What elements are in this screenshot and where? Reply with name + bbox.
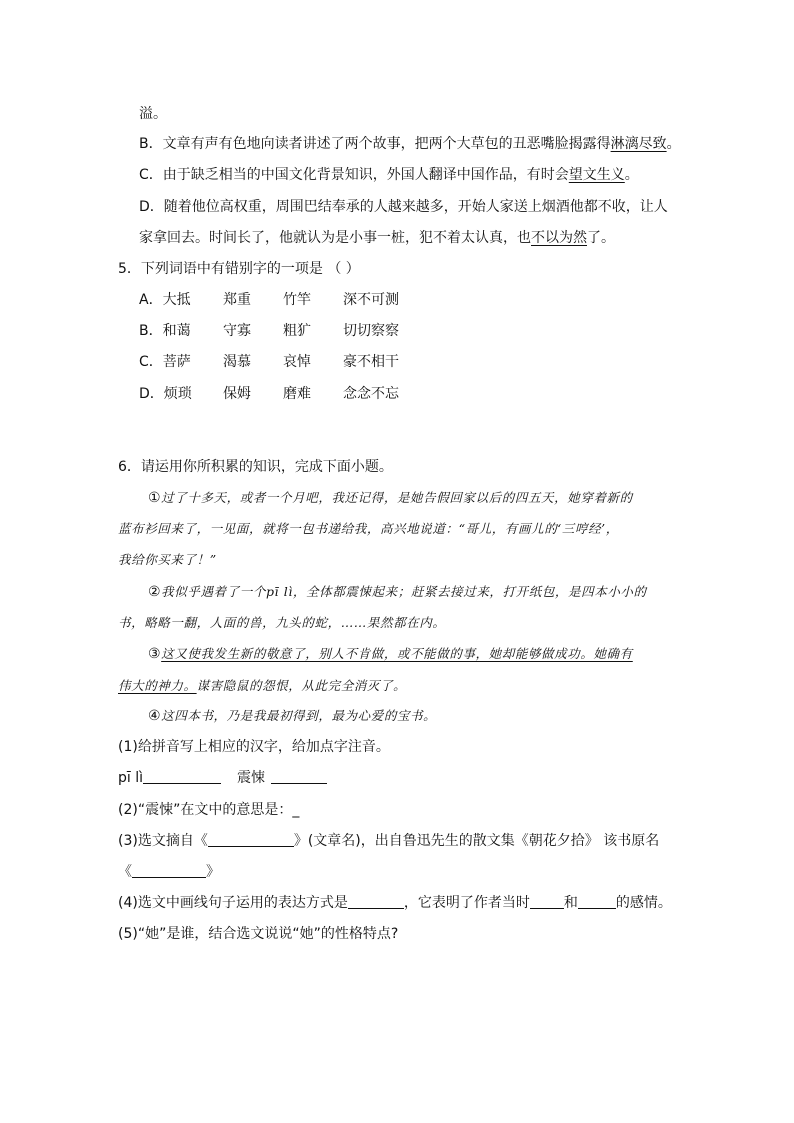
sub-question-3-line2 bbox=[118, 862, 220, 882]
question-5-option-d bbox=[139, 384, 399, 404]
word: 深不可测 bbox=[343, 292, 399, 308]
option-label: C．菩萨 bbox=[139, 354, 191, 370]
question-6-stem: 6．请运用你所积累的知识，完成下面小题。 bbox=[118, 459, 393, 475]
answer-blank-original-title[interactable] bbox=[132, 863, 206, 878]
sub-question-4-text-end: 的感情。 bbox=[615, 895, 672, 911]
bracket-open: 《 bbox=[118, 864, 132, 880]
sub-question-4-text-mid: ，它表明了作者当时 bbox=[403, 895, 530, 911]
passage-text: 过了十多天，或者一个月吧，我还记得，是她告假回家以后的四五天，她穿着新的 bbox=[161, 490, 633, 505]
word: 守寡 bbox=[223, 323, 251, 339]
sub-question-1: (1)给拼音写上相应的汉字，给加点字注音。 bbox=[118, 739, 390, 755]
sub-question-3-text-mid: 》(文章名)，出自鲁迅先生的散文集《朝花夕拾》 该书原名 bbox=[293, 833, 660, 849]
passage-p1-line1 bbox=[148, 488, 633, 508]
passage-text: 我似乎遇着了一个pī lì，全体都震悚起来；赶紧去接过来，打开纸包，是四本小小的 bbox=[161, 584, 647, 599]
word: 豪不相干 bbox=[343, 354, 399, 370]
option-d-underlined: 不以为然 bbox=[531, 230, 587, 246]
word: 粗犷 bbox=[283, 323, 311, 339]
option-d-line2 bbox=[139, 228, 615, 248]
option-a-tail: 溢。 bbox=[139, 106, 167, 122]
paragraph-number: ② bbox=[148, 584, 162, 600]
word: 竹竿 bbox=[283, 292, 311, 308]
sub-question-4 bbox=[118, 893, 672, 913]
answer-blank-hanzi[interactable] bbox=[143, 769, 221, 784]
pinyin-prompt: pī lì bbox=[118, 770, 144, 786]
sub-question-5: (5)“她”是谁，结合选文说说“她”的性格特点? bbox=[118, 926, 399, 942]
option-b-text: B．文章有声有色地向读者讲述了两个故事，把两个大草包的丑恶嘴脸揭露得 bbox=[139, 136, 611, 152]
word: 郑重 bbox=[223, 292, 251, 308]
option-label: D．烦琐 bbox=[139, 386, 192, 402]
option-d-text: 家拿回去。时间长了，他就认为是小事一桩，犯不着太认真，也 bbox=[139, 230, 531, 246]
option-d-end: 了。 bbox=[587, 230, 615, 246]
answer-blank-expression[interactable] bbox=[348, 894, 404, 909]
sub-question-4-text: (4)选文中画线句子运用的表达方式是 bbox=[118, 895, 348, 911]
word-prompt: 震悚 bbox=[237, 770, 266, 786]
passage-p1-line3: 我给你买来了！” bbox=[118, 552, 217, 567]
word: 哀悼 bbox=[283, 354, 311, 370]
answer-blank-pinyin[interactable] bbox=[271, 769, 327, 784]
bracket-close: 》 bbox=[206, 864, 220, 880]
answer-blank-emotion-2[interactable] bbox=[578, 894, 616, 909]
question-5-option-a bbox=[139, 290, 399, 310]
option-label: A．大抵 bbox=[139, 292, 191, 308]
sub-question-3 bbox=[118, 831, 659, 851]
question-5-option-c bbox=[139, 352, 399, 372]
option-b-underlined: 淋漓尽致 bbox=[610, 136, 667, 152]
answer-blank-article[interactable] bbox=[208, 832, 294, 847]
passage-p1-line2: 蓝布衫回来了，一见面，就将一包书递给我，高兴地说道：“哥儿，有画儿的‘三哼经’， bbox=[118, 521, 619, 536]
passage-text: 谋害隐鼠的怨恨，从此完全消灭了。 bbox=[196, 678, 407, 693]
passage-p3-line2 bbox=[118, 676, 406, 696]
sub-question-1-answers bbox=[118, 768, 327, 788]
option-c-end: 。 bbox=[624, 167, 639, 183]
word: 磨难 bbox=[283, 386, 311, 402]
passage-p2-line2: 书，略略一翻，人面的兽，九头的蛇，……果然都在内。 bbox=[118, 615, 446, 630]
underlined-sentence: 这又使我发生新的敬意了，别人不肯做，或不能做的事，她却能够做成功。她确有 bbox=[161, 646, 633, 661]
option-c-underlined: 望文生义 bbox=[568, 167, 625, 183]
option-b bbox=[139, 134, 681, 154]
word: 念念不忘 bbox=[343, 386, 399, 402]
option-c bbox=[139, 165, 639, 185]
question-5-option-b bbox=[139, 321, 399, 341]
passage-text: 这四本书，乃是我最初得到，最为心爱的宝书。 bbox=[161, 708, 437, 723]
sub-question-3-text: (3)选文摘自《 bbox=[118, 833, 208, 849]
passage-p2-line1 bbox=[148, 582, 647, 602]
underlined-sentence-end: 伟大的神力。 bbox=[118, 678, 197, 693]
word: 渴慕 bbox=[223, 354, 251, 370]
passage-p4-line1 bbox=[148, 706, 436, 726]
word: 保姆 bbox=[223, 386, 251, 402]
option-c-text: C．由于缺乏相当的中国文化背景知识，外国人翻译中国作品，有时会 bbox=[139, 167, 569, 183]
paragraph-number: ④ bbox=[148, 708, 162, 724]
option-b-end: 。 bbox=[666, 136, 681, 152]
answer-blank-emotion-1[interactable] bbox=[530, 894, 564, 909]
question-5-stem: 5．下列词语中有错别字的一项是 （ ） bbox=[118, 261, 360, 277]
passage-p3-line1 bbox=[148, 644, 633, 664]
sub-question-2: (2)“震悚”在文中的意思是：_ bbox=[118, 802, 300, 818]
option-d-line1: D．随着他位高权重，周围巴结奉承的人越来越多，开始人家送上烟酒他都不收，让人 bbox=[139, 199, 668, 215]
option-label: B．和蔼 bbox=[139, 323, 191, 339]
paragraph-number: ① bbox=[148, 490, 162, 506]
sub-question-4-and: 和 bbox=[563, 895, 578, 911]
paragraph-number: ③ bbox=[148, 646, 162, 662]
word: 切切察察 bbox=[343, 323, 399, 339]
